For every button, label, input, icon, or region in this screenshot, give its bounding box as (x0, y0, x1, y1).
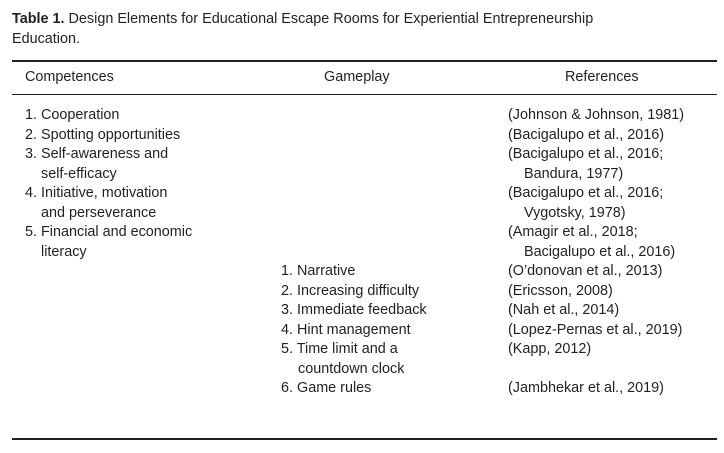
reference-item-continued: Vygotsky, 1978) (524, 204, 626, 221)
competence-item: 4. Initiative, motivation (25, 185, 168, 201)
competence-item-continued: self-efficacy (41, 165, 117, 182)
gameplay-item: 5. Time limit and a (281, 341, 398, 357)
competence-item: 3. Self-awareness and (25, 146, 169, 162)
reference-item: (Johnson & Johnson, 1981) (508, 107, 685, 123)
gameplay-item: 1. Narrative (281, 263, 356, 279)
header-gameplay: Gameplay (324, 69, 390, 85)
header-competences: Competences (25, 69, 114, 85)
caption-text-line1: Design Elements for Educational Escape Rooms for Experiential Entrepreneurship (68, 11, 594, 27)
reference-item: (O’donovan et al., 2013) (508, 263, 663, 279)
gameplay-item: 2. Increasing difficulty (281, 282, 420, 299)
table-header-rule (12, 94, 717, 95)
table-top-rule (12, 60, 717, 62)
reference-item: (Lopez-Pernas et al., 2019) (508, 321, 683, 338)
reference-item: (Kapp, 2012) (508, 341, 592, 357)
competence-item: 2. Spotting opportunities (25, 126, 181, 143)
reference-item: (Bacigalupo et al., 2016; (508, 146, 664, 162)
reference-item-continued: Bandura, 1977) (524, 165, 624, 182)
table-caption (12, 9, 717, 49)
reference-item: (Amagir et al., 2018; (508, 224, 638, 240)
gameplay-item-continued: countdown clock (298, 360, 405, 377)
competence-item-continued: literacy (41, 243, 87, 260)
reference-item-continued: Bacigalupo et al., 2016) (524, 243, 676, 260)
caption-text-line2: Education. (12, 31, 81, 47)
gameplay-item: 4. Hint management (281, 321, 411, 338)
table-bottom-rule (12, 438, 717, 440)
gameplay-item: 6. Game rules (281, 380, 372, 396)
reference-item: (Ericsson, 2008) (508, 282, 613, 299)
competence-item: 1. Cooperation (25, 107, 120, 123)
gameplay-item: 3. Immediate feedback (281, 302, 427, 318)
table-label: Table 1. (12, 11, 65, 27)
header-references: References (565, 69, 639, 85)
competence-item: 5. Financial and economic (25, 224, 193, 240)
reference-item: (Bacigalupo et al., 2016; (508, 185, 664, 201)
competence-item-continued: and perseverance (41, 204, 157, 221)
reference-item: (Jambhekar et al., 2019) (508, 380, 664, 396)
reference-item: (Nah et al., 2014) (508, 302, 620, 318)
reference-item: (Bacigalupo et al., 2016) (508, 126, 664, 143)
